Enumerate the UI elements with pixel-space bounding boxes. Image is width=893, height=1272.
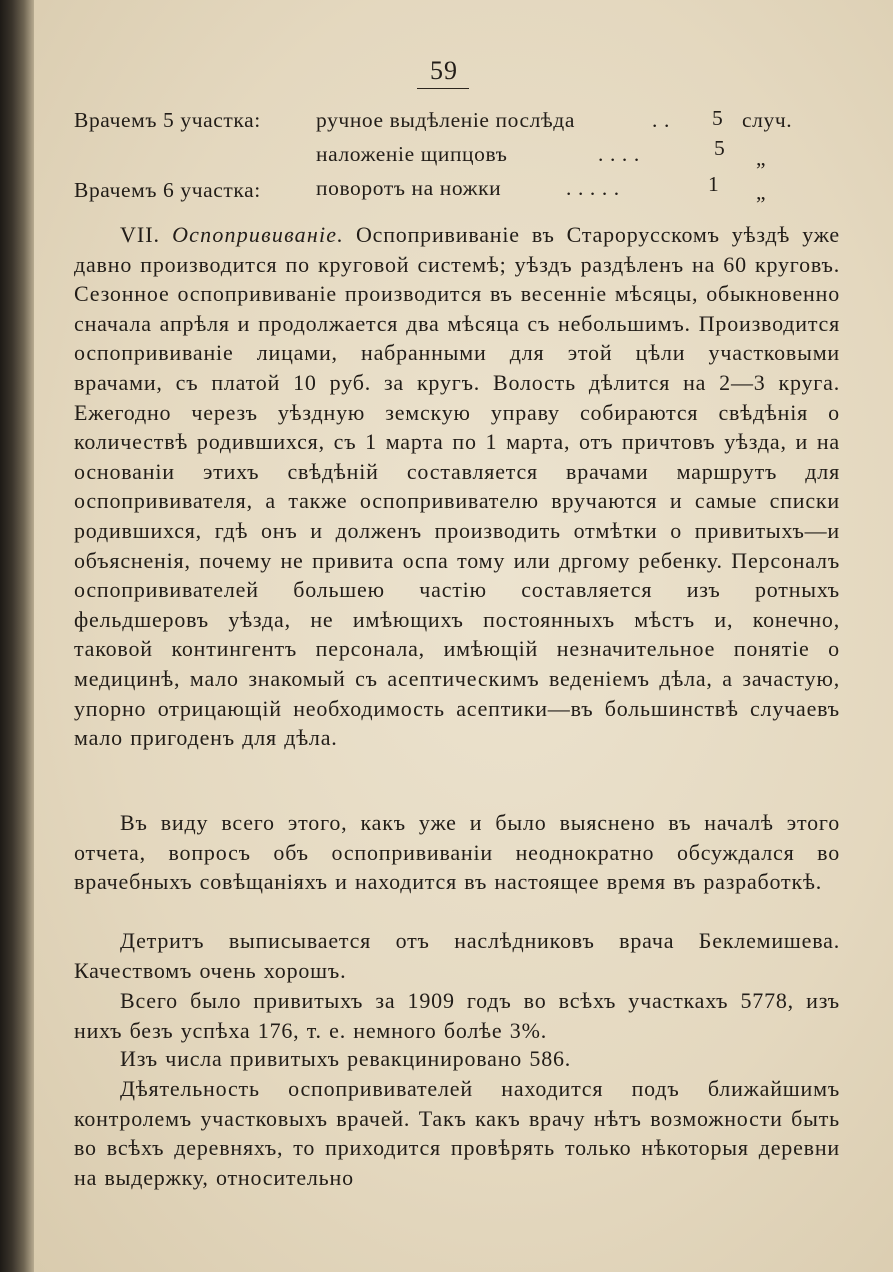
stat-dots: . . . . . xyxy=(566,176,620,200)
section-paragraph xyxy=(74,220,840,753)
stat-dots: . . . . xyxy=(598,142,640,166)
stat-label-5: Врачемъ 5 участка: xyxy=(74,108,261,132)
paragraph: Детритъ выписывается отъ наслѣдниковъ врача Беклемишева. Качествомъ очень хорошъ. xyxy=(74,928,840,983)
page-number-rule xyxy=(417,88,469,89)
paragraph: Изъ числа привитыхъ ревакцинировано 586. xyxy=(120,1046,572,1071)
section-number: VII. xyxy=(120,222,161,247)
stat-dots: . . xyxy=(652,108,670,132)
page-number: 59 xyxy=(430,56,458,85)
stat-unit: „ xyxy=(756,180,767,204)
stat-item-manual-placenta: ручное выдѣленіе послѣда xyxy=(316,108,575,132)
stat-count: 1 xyxy=(708,172,720,196)
paragraph: Дѣятельность оспопрививателей находится подъ ближайшимъ контролемъ участковыхъ врачей. Такъ какъ врачу нѣтъ возможности быть во всѣхъ деревняхъ, то приходится провѣрять только нѣкоторыя деревни на выдержку, относительно xyxy=(74,1076,840,1190)
stat-unit: „ xyxy=(756,146,767,170)
paragraph: Въ виду всего этого, какъ уже и было выяснено въ началѣ этого отчета, вопросъ объ оспопрививаніи неоднократно обсуждался во врачебныхъ совѣщаніяхъ и находится въ настоящее время въ разработкѣ. xyxy=(74,810,840,895)
document-page xyxy=(34,0,893,1272)
stat-count: 5 xyxy=(714,136,726,160)
paragraph: Всего было привитыхъ за 1909 годъ во всѣхъ участкахъ 5778, изъ нихъ безъ успѣха 176, т. е. немного болѣе 3%. xyxy=(74,988,840,1043)
paragraph-text: Оспопрививаніе въ Старорусскомъ уѣздѣ уже давно производится по круговой системѣ; уѣздъ раздѣленъ на 60 круговъ. Сезонное оспопрививаніе производится въ весенніе мѣсяцы, обыкновенно сначала апрѣля и продолжается два мѣсяца съ небольшимъ. Производится оспопрививаніе лицами, набранными для этой цѣли участковыми врачами, съ платой 10 руб. за кругъ. Волость дѣлится на 2—3 круга. Ежегодно черезъ уѣздную земскую управу собираются свѣдѣнія о количествѣ родившихся, съ 1 марта по 1 марта, отъ причтовъ уѣзда, и на основаніи этихъ свѣдѣній составляется врачами маршрутъ для оспопрививателя, а также оспопрививателю вручаются и самые списки родившихся, гдѣ онъ и долженъ производить отмѣтки о привитыхъ—и объясненія, почему не привита оспа тому или дргому ребенку. Персоналъ оспопрививателей большею частію составляется изъ ротныхъ фельдшеровъ уѣзда, не имѣющихъ постоянныхъ мѣстъ и, конечно, таковой контингентъ персонала, имѣющій незначительное понятіе о медицинѣ, мало знакомый съ асептическимъ веденіемъ дѣла, а зачастую, упорно отрицающій необходимость асептики—въ большинствѣ случаевъ мало пригоденъ для дѣла. xyxy=(74,222,840,751)
stat-unit: случ. xyxy=(742,108,793,132)
book-spine-shadow xyxy=(0,0,34,1272)
section-title: Оспопрививаніе. xyxy=(172,222,344,247)
stat-count: 5 xyxy=(712,106,724,130)
stat-item-forceps: наложеніе щипцовъ xyxy=(316,142,508,166)
stat-item-version: поворотъ на ножки xyxy=(316,176,502,200)
stat-label-6: Врачемъ 6 участка: xyxy=(74,178,261,202)
